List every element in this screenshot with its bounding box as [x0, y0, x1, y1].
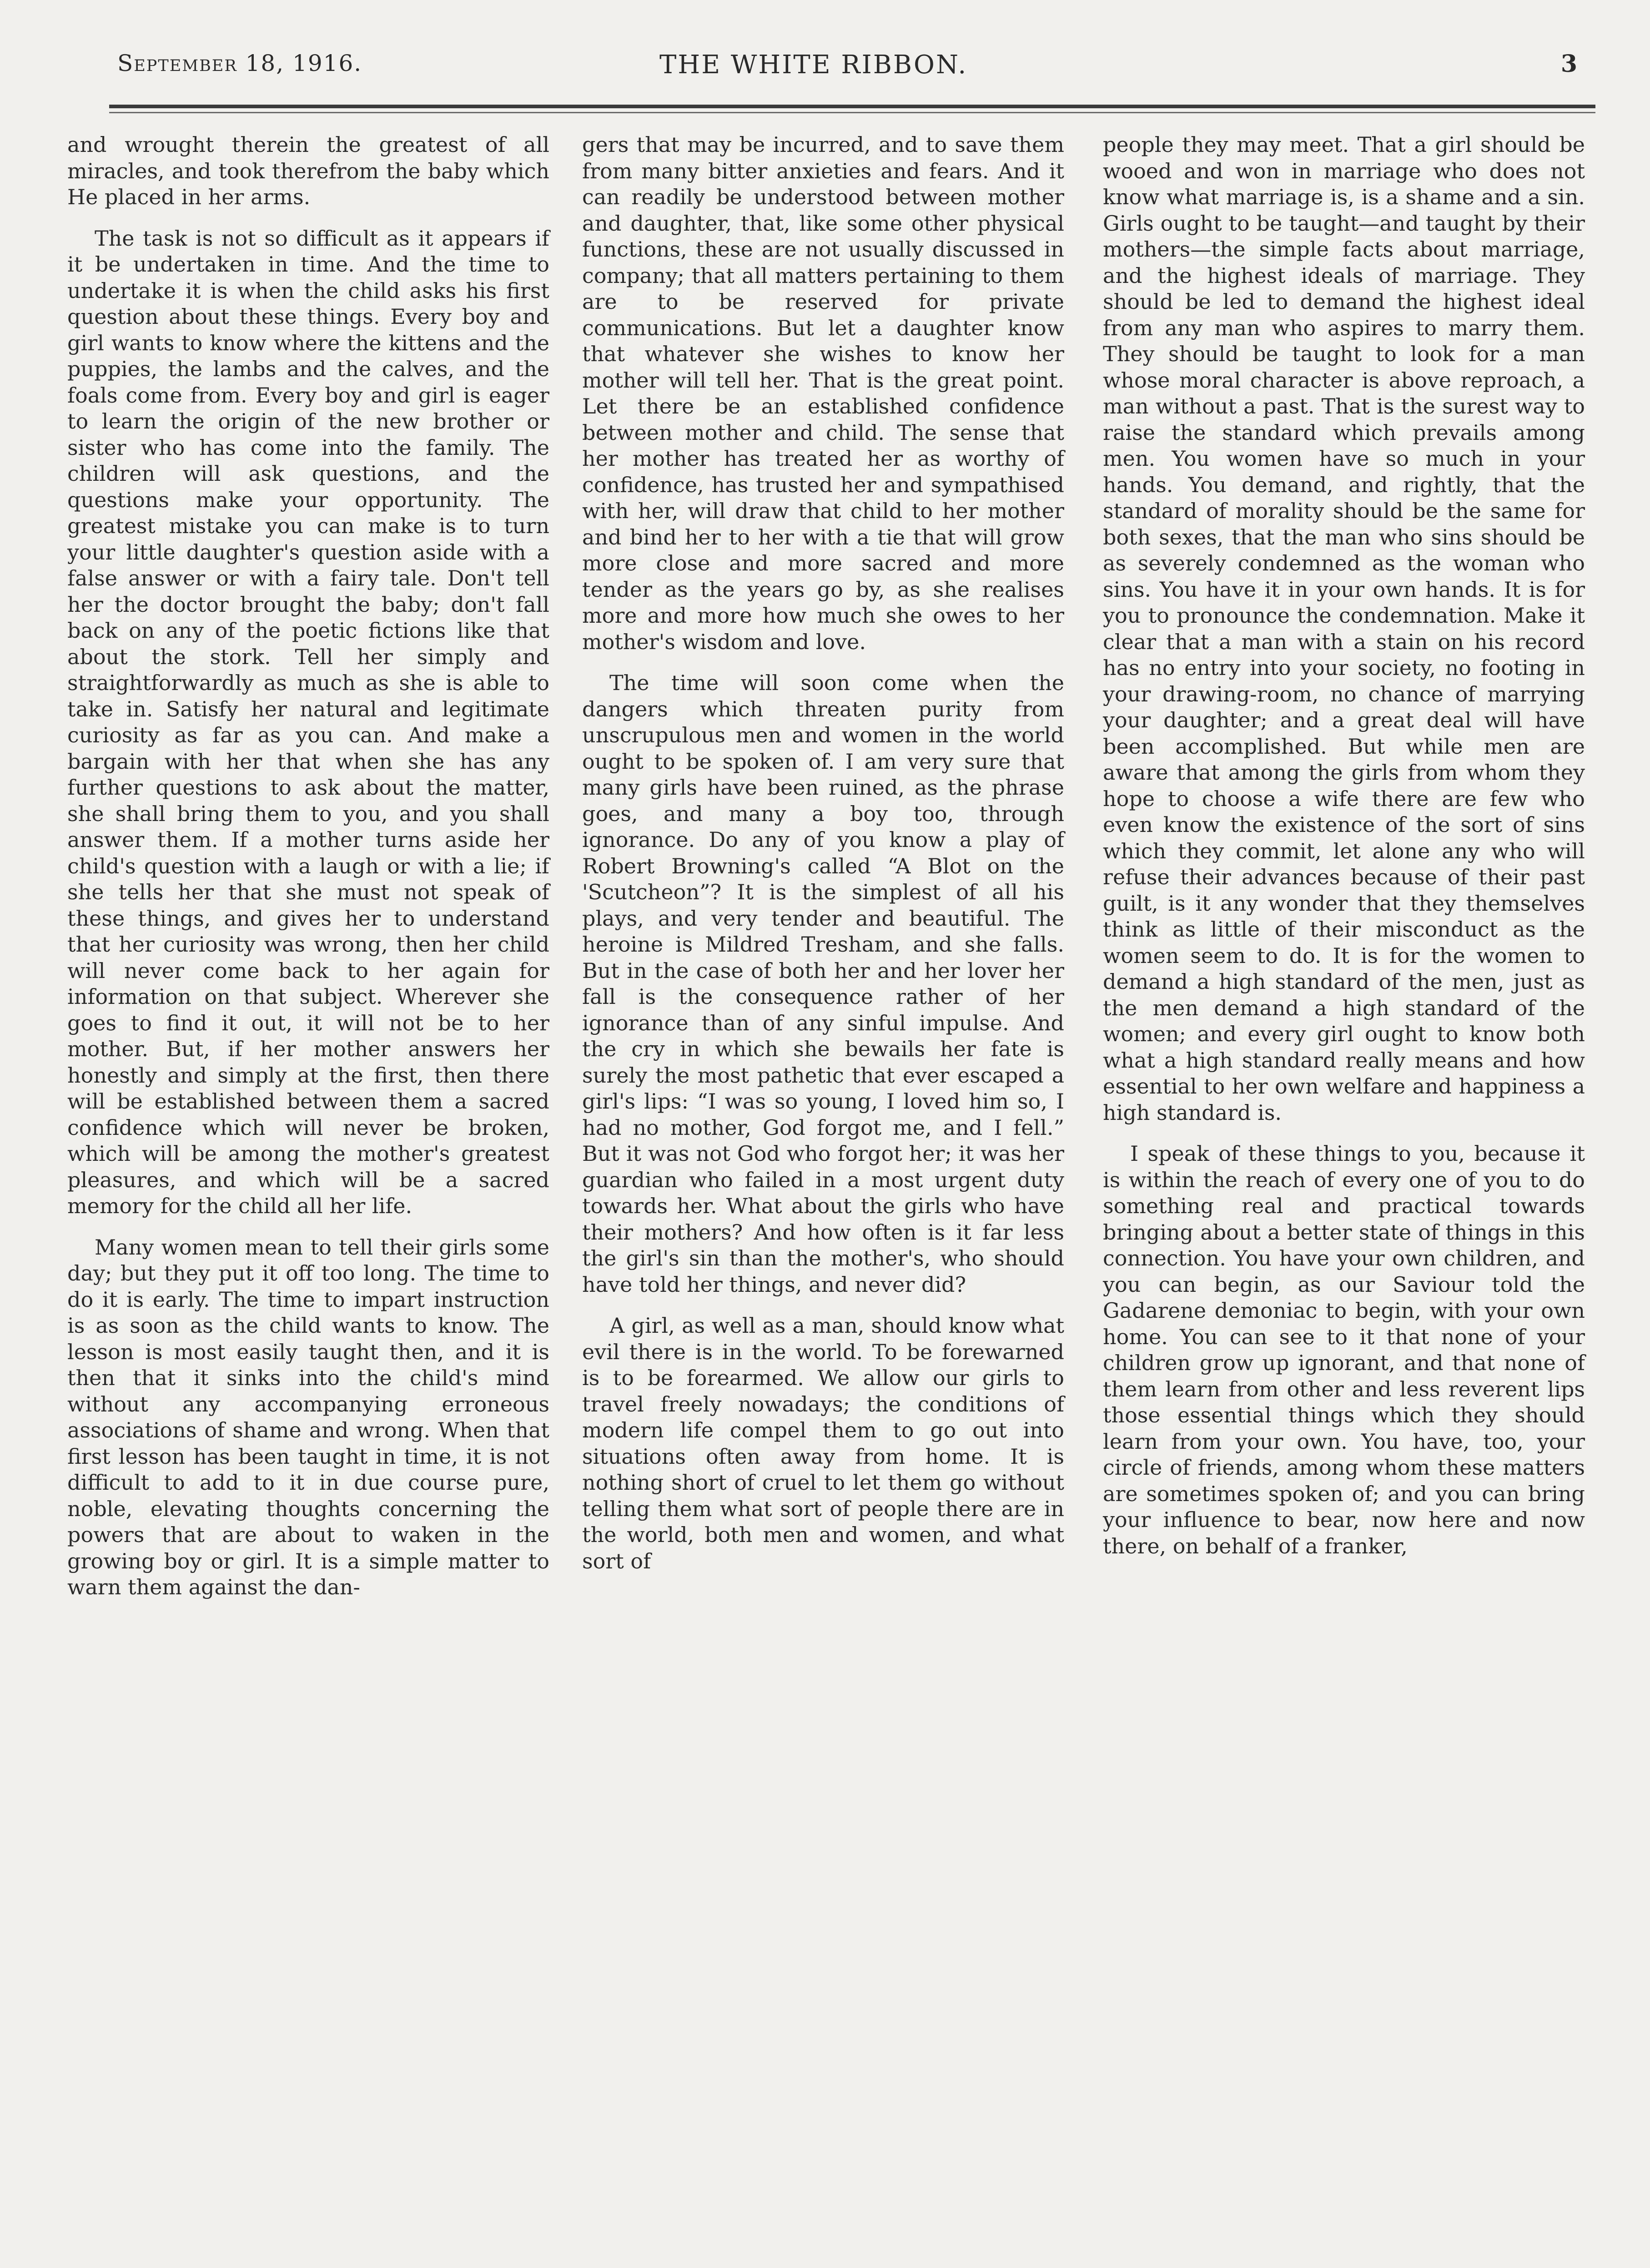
paragraph: people they may meet. That a girl should be wooed and won in marriage who does not know what marriage is, is a shame and a sin. Girls ought to be taught—and taught by their mothers—the simple facts about marriage, and the highest ideals of marriage. They should be led to demand the highest ideal from any man who aspires to marry them. They should be taught to look for a man whose moral character is above reproach, a man without a past. That is the surest way to raise the standard which prevails among men. You women have so much in your hands. You demand, and rightly, that the standard of morality should be the same for both sexes, that the man who sins should be as severely condemned as the woman who sins. You have it in your own hands. It is for you to pronounce the condemnation. Make it clear that a man with a stain on his record has no entry into your society, no footing in your drawing-room, no chance of marrying your daughter; and a great deal will have been accomplished. But while men are aware that among the girls from whom they hope to choose a wife there are few who even know the existence of the sort of sins which they commit, let alone any who will refuse their advances because of their past guilt, is it any wonder that they themselves think as little of their misconduct as the women seem to do. It is for the women to demand a high standard of the men, just as the men demand a high standard of the women; and every girl ought to know both what a high standard really means and how essential to her own welfare and happiness a high standard is. — [1103, 132, 1585, 1125]
paragraph: gers that may be incurred, and to save them from many bitter anxieties and fears. And it can readily be understood between mother and daughter, that, like some other physical functions, these are not usually discussed in company; that all matters pertaining to them are to be reserved for private communications. But let a daughter know that whatever she wishes to know her mother will tell her. That is the great point. Let there be an established confidence between mother and child. The sense that her mother has treated her as worthy of confidence, has trusted her and sympathised with her, will draw that child to her mother and bind her to her with a tie that will grow more close and more sacred and more tender as the years go by, as she realises more and more how much she owes to her mother's wisdom and love. — [582, 132, 1064, 654]
header-rule-thin — [109, 112, 1595, 113]
page-header — [109, 50, 1595, 100]
publication-title: THE WHITE RIBBON. — [659, 50, 968, 80]
text-column-2 — [582, 132, 1064, 1589]
header-rule-thick — [109, 105, 1595, 108]
text-column-1 — [67, 132, 549, 1616]
paragraph: and wrought therein the greatest of all miracles, and took therefrom the baby which He placed in her arms. — [67, 132, 549, 209]
text-column-3 — [1103, 132, 1585, 1574]
issue-date: September 18, 1916. — [117, 50, 362, 76]
paragraph: A girl, as well as a man, should know what evil there is in the world. To be forewarned is to be forearmed. We allow our girls to travel freely nowadays; the conditions of modern life compel them to go out into situations often away from home. It is nothing short of cruel to let them go without telling them what sort of people there are in the world, both men and women, and what sort of — [582, 1313, 1064, 1573]
page-number: 3 — [1560, 50, 1577, 78]
paragraph: The task is not so difficult as it appears if it be undertaken in time. And the time to undertake it is when the child asks his first question about these things. Every boy and girl wants to know where the kittens and the puppies, the lambs and the calves, and the foals come from. Every boy and girl is eager to learn the origin of the new brother or sister who has come into the family. The children will ask questions, and the questions make your opportunity. The greatest mistake you can make is to turn your little daughter's question aside with a false answer or with a fairy tale. Don't tell her the doctor brought the baby; don't fall back on any of the poetic fictions like that about the stork. Tell her simply and straightforwardly as much as she is able to take in. Satisfy her natural and legitimate curiosity as far as you can. And make a bargain with her that when she has any further questions to ask about the matter, she shall bring them to you, and you shall answer them. If a mother turns aside her child's question with a laugh or with a lie; if she tells her that she must not speak of these things, and gives her to understand that her curiosity was wrong, then her child will never come back to her again for information on that subject. Wherever she goes to find it out, it will not be to her mother. But, if her mother answers her honestly and simply at the first, then there will be established between them a sacred confidence which will never be broken, which will be among the mother's greatest pleasures, and which will be a sacred memory for the child all her life. — [67, 226, 549, 1218]
paragraph: The time will soon come when the dangers which threaten purity from unscrupulous men and women in the world ought to be spoken of. I am very sure that many girls have been ruined, as the phrase goes, and many a boy too, through ignorance. Do any of you know a play of Robert Browning's called “A Blot on the 'Scutcheon”? It is the simplest of all his plays, and very tender and beautiful. The heroine is Mildred Tresham, and she falls. But in the case of both her and her lover her fall is the consequence rather of her ignorance than of any sinful impulse. And the cry in which she bewails her fate is surely the most pathetic that ever escaped a girl's lips: “I was so young, I loved him so, I had no mother, God forgot me, and I fell.” But it was not God who forgot her; it was her guardian who failed in a most urgent duty towards her. What about the girls who have their mothers? And how often is it far less the girl's sin than the mother's, who should have told her things, and never did? — [582, 670, 1064, 1297]
paragraph: Many women mean to tell their girls some day; but they put it off too long. The time to do it is early. The time to impart instruction is as soon as the child wants to know. The lesson is most easily taught then, and it is then that it sinks into the child's mind without any accompanying erroneous associations of shame and wrong. When that first lesson has been taught in time, it is not difficult to add to it in due course pure, noble, elevating thoughts concerning the powers that are about to waken in the growing boy or girl. It is a simple matter to warn them against the dan- — [67, 1235, 549, 1599]
paragraph: I speak of these things to you, because it is within the reach of every one of you to do something real and practical towards bringing about a better state of things in this connection. You have your own children, and you can begin, as our Saviour told the Gadarene demoniac to begin, with your own home. You can see to it that none of your children grow up ignorant, and that none of them learn from other and less reverent lips those essential things which they should learn from your own. You have, too, your circle of friends, among whom these matters are sometimes spoken of; and you can bring your influence to bear, now here and now there, on behalf of a franker, — [1103, 1141, 1585, 1558]
